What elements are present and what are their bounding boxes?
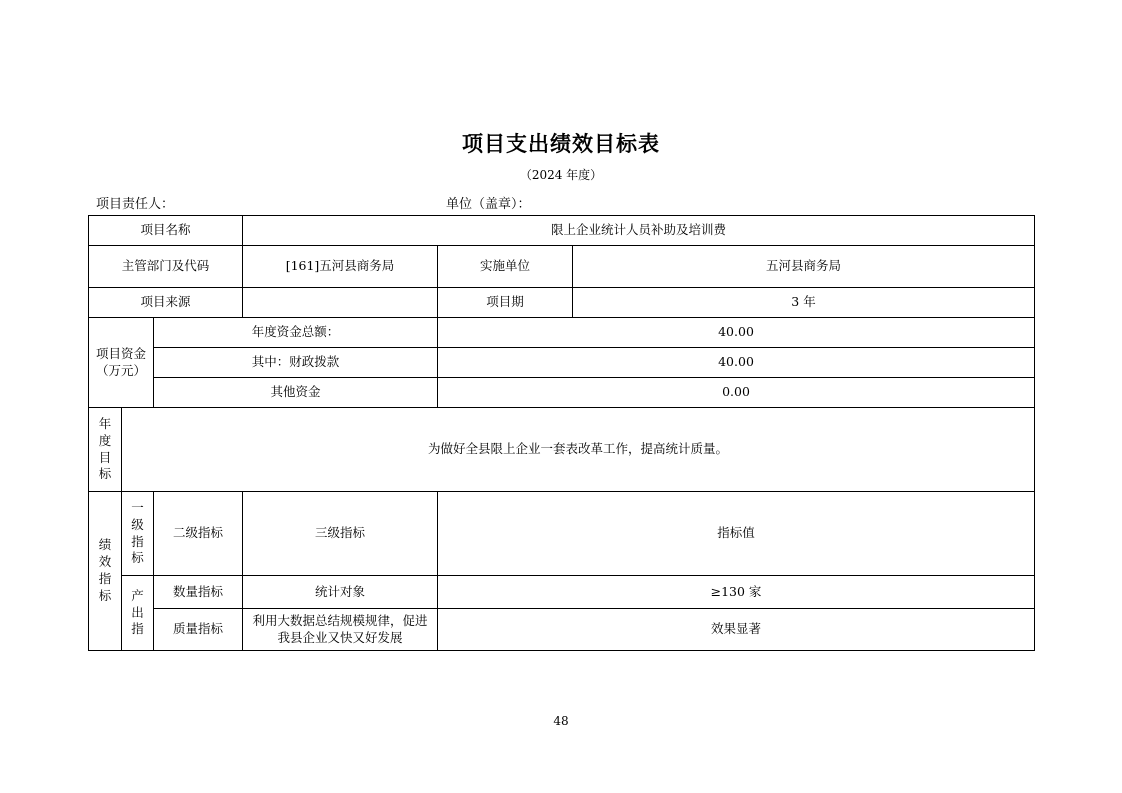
project-period-label: 项目期 <box>438 288 573 318</box>
indicator-value-cell: 效果显著 <box>438 609 1035 651</box>
level2-cell: 数量指标 <box>154 576 243 609</box>
level3-cell: 利用大数据总结规模规律，促进我县企业又快又好发展 <box>243 609 438 651</box>
page-title: 项目支出绩效目标表 <box>462 132 660 156</box>
level2-cell: 质量指标 <box>154 609 243 651</box>
dept-value: [161]五河县商务局 <box>243 246 438 288</box>
performance-target-table <box>88 215 1035 651</box>
table-row <box>89 318 1035 348</box>
table-row <box>89 408 1035 492</box>
table-row <box>89 378 1035 408</box>
project-fund-label-line1: 项目资金 <box>95 345 146 361</box>
level3-cell: 统计对象 <box>243 576 438 609</box>
table-row <box>89 609 1035 651</box>
project-fund-label-line2: （万元） <box>95 362 146 378</box>
table-row <box>89 576 1035 609</box>
project-name-value: 限上企业统计人员补助及培训费 <box>243 216 1035 246</box>
fund-total-value: 40.00 <box>438 318 1035 348</box>
level1-header: 一级指标 <box>122 492 154 576</box>
level2-header: 二级指标 <box>154 492 243 576</box>
project-period-value: 3 年 <box>573 288 1035 318</box>
table-row <box>89 288 1035 318</box>
performance-indicator-label: 绩效指标 <box>89 492 122 651</box>
project-name-label: 项目名称 <box>89 216 243 246</box>
dept-label: 主管部门及代码 <box>89 246 243 288</box>
impl-unit-label: 实施单位 <box>438 246 573 288</box>
output-indicator-label: 产出指 <box>122 576 154 651</box>
table-row <box>89 216 1035 246</box>
annual-goal-label: 年度目标 <box>89 408 122 492</box>
indicator-value-header: 指标值 <box>438 492 1035 576</box>
level3-header: 三级指标 <box>243 492 438 576</box>
fund-fiscal-value: 40.00 <box>438 348 1035 378</box>
table-row <box>89 348 1035 378</box>
project-source-label: 项目来源 <box>89 288 243 318</box>
annual-goal-value: 为做好全县限上企业一套表改革工作，提高统计质量。 <box>122 408 1035 492</box>
project-source-value <box>243 288 438 318</box>
table-row <box>89 246 1035 288</box>
unit-stamp-label: 单位（盖章）： <box>446 197 531 212</box>
fund-other-label: 其他资金 <box>154 378 438 408</box>
fund-fiscal-label: 其中：财政拨款 <box>154 348 438 378</box>
page-number: 48 <box>553 714 569 728</box>
impl-unit-value: 五河县商务局 <box>573 246 1035 288</box>
fund-total-label: 年度资金总额： <box>154 318 438 348</box>
project-fund-label <box>89 318 154 408</box>
table-row <box>89 492 1035 576</box>
indicator-value-cell: ≥130 家 <box>438 576 1035 609</box>
responsible-person-label: 项目责任人： <box>96 197 175 212</box>
year-label: （2024 年度） <box>519 168 603 182</box>
fund-other-value: 0.00 <box>438 378 1035 408</box>
